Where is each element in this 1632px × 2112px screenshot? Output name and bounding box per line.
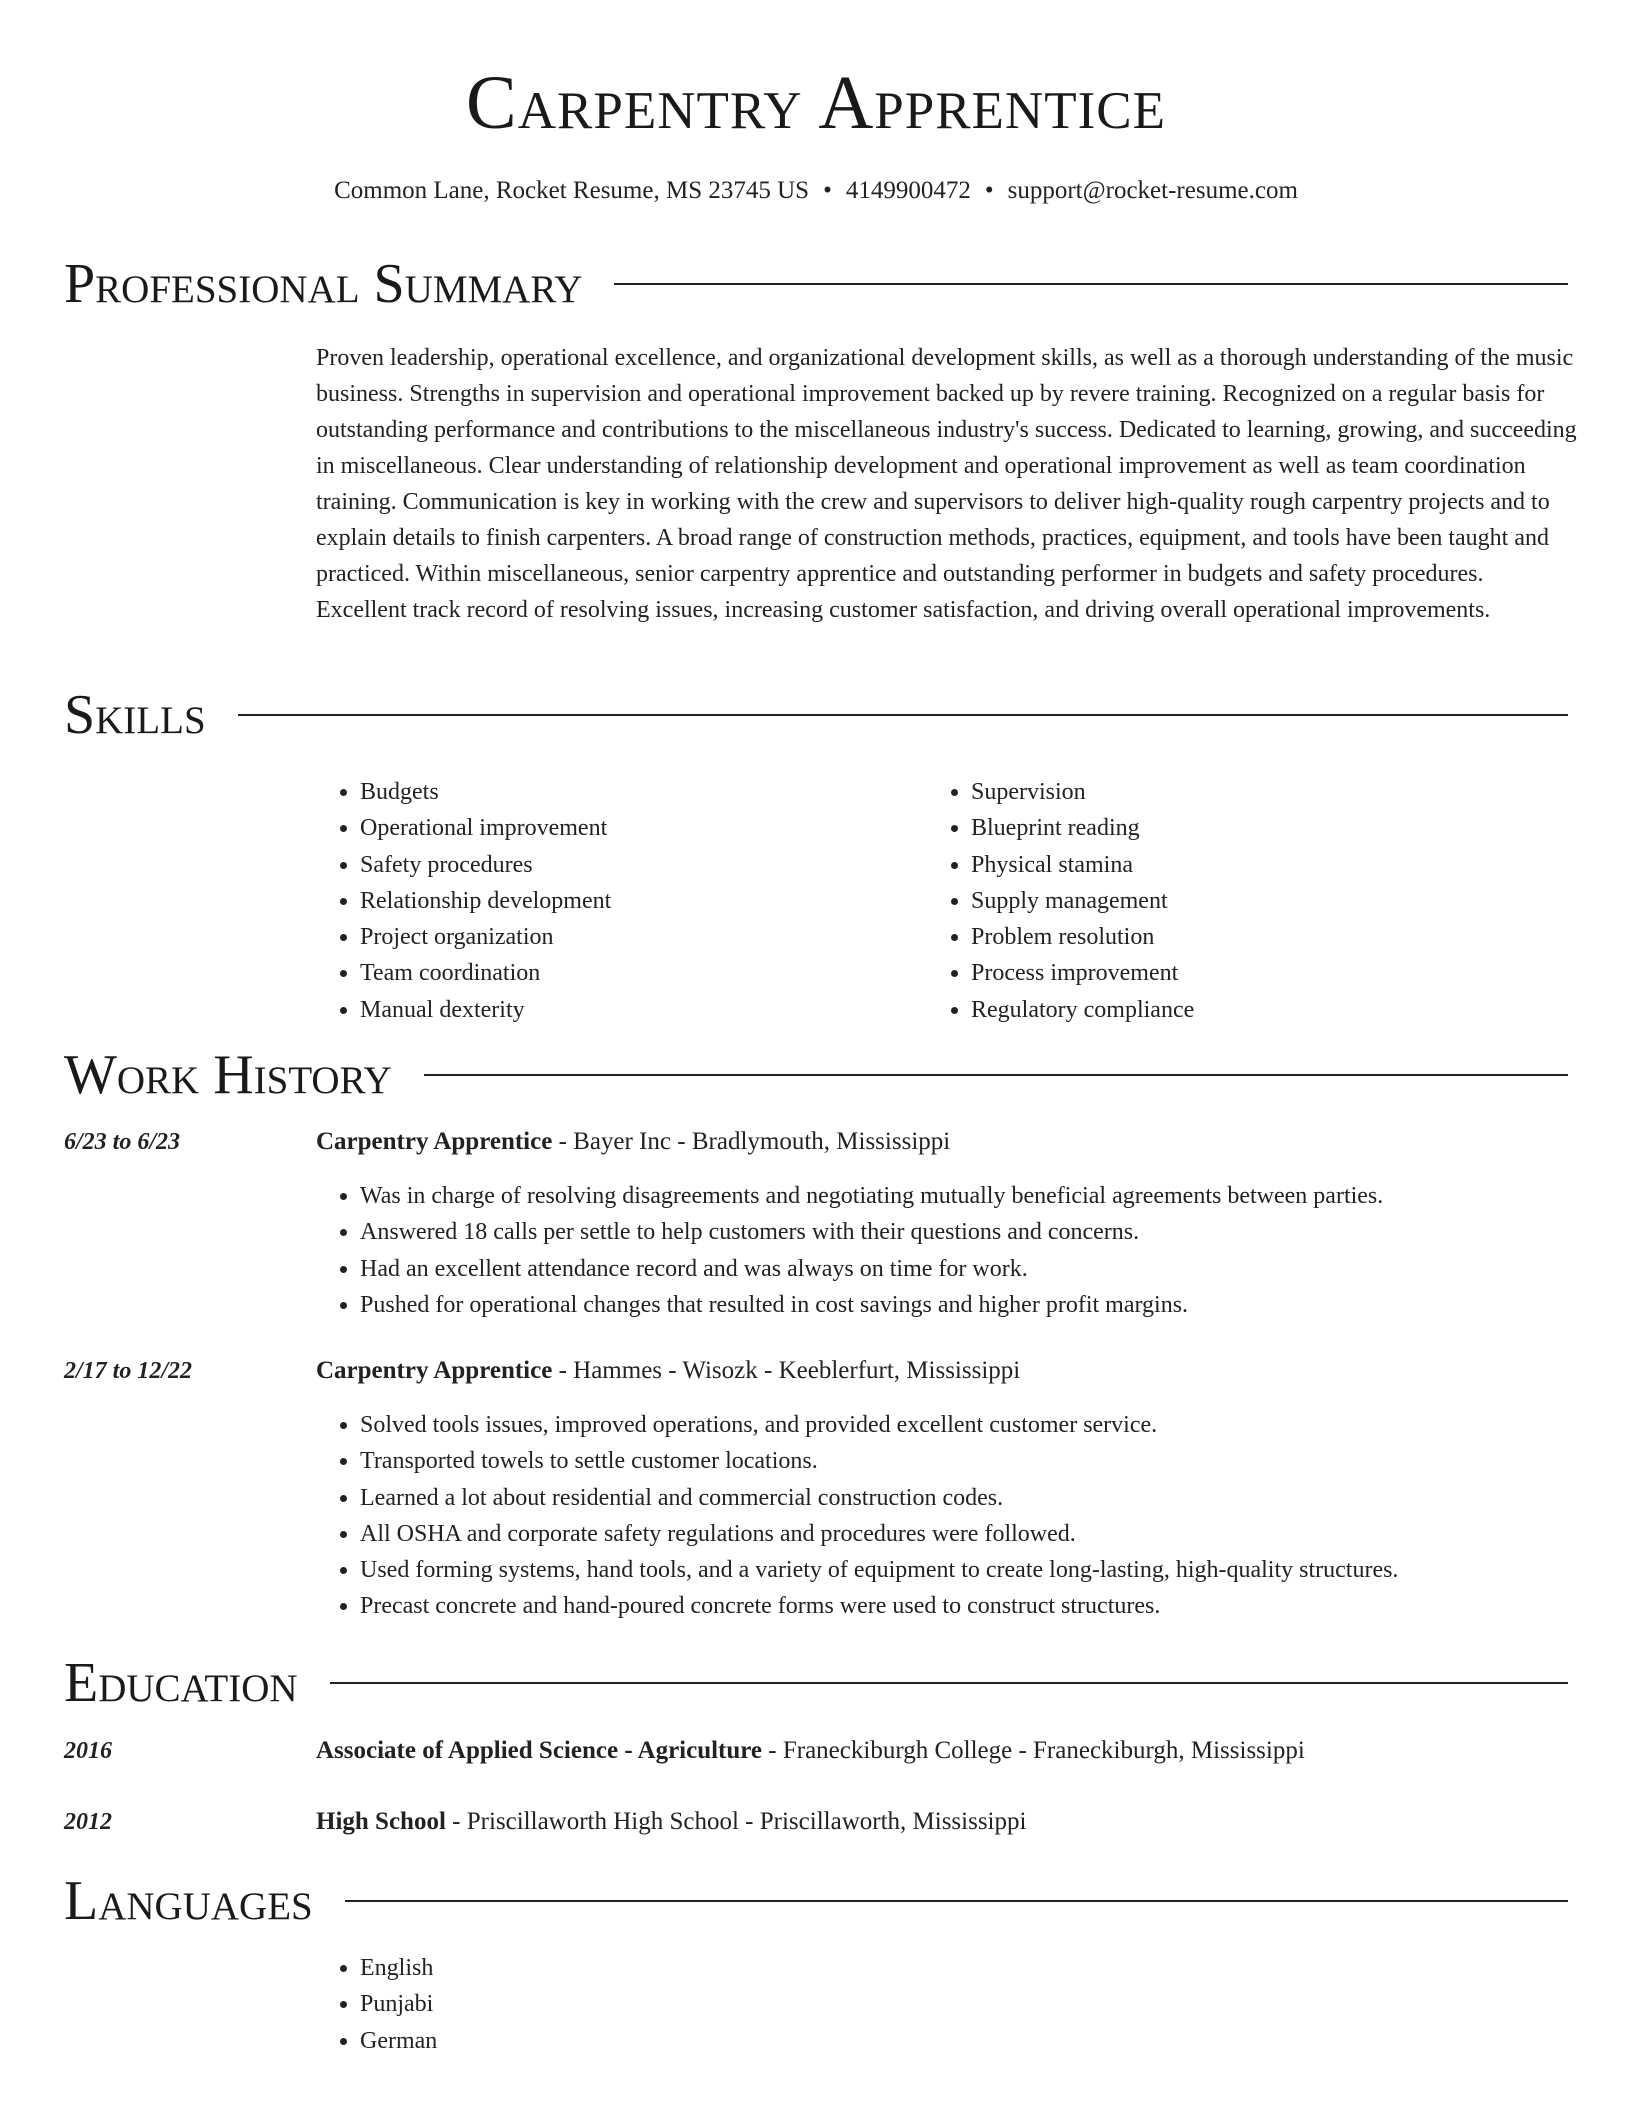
section-divider [614,283,1568,285]
skills-list [927,774,1527,1028]
duty-item: • Had an excellent attendance record and was always on time for work. [360,1251,1580,1287]
section-divider [345,1900,1568,1902]
skill-item: • Blueprint reading [971,810,1527,846]
job-dates: 2/17 to 12/22 [64,1358,193,1384]
job-details: - Hammes - Wisozk - Keeblerfurt, Mississippi [552,1357,1021,1384]
section-header-work-history [64,1043,1568,1107]
skills-column-right [927,774,1527,1028]
skill-item: • Team coordination [360,955,916,991]
job-details: - Bayer Inc - Bradlymouth, Mississippi [552,1128,951,1155]
skills-column-left [316,774,916,1028]
skill-item: • Project organization [360,919,916,955]
duty-item: • Answered 18 calls per settle to help customers with their questions and concerns. [360,1214,1580,1250]
language-item: • Punjabi [360,1986,1580,2022]
education-details: - Franeckiburgh College - Franeckiburgh, Mississippi [762,1737,1305,1764]
section-header-languages [64,1869,1568,1933]
education-degree: Associate of Applied Science - Agriculture [316,1737,763,1764]
duty-item: • Pushed for operational changes that resulted in cost savings and higher profit margins. [360,1287,1580,1323]
duty-item: • Precast concrete and hand-poured concrete forms were used to construct structures. [360,1588,1580,1624]
duty-item: • All OSHA and corporate safety regulations and procedures were followed. [360,1516,1580,1552]
section-header-summary [64,252,1568,316]
job-title: Carpentry Apprentice [316,1128,553,1155]
candidate-name: Carpentry Apprentice [466,61,1166,145]
skill-item: • Regulatory compliance [971,992,1527,1028]
job-heading [316,1353,1580,1389]
languages-list [316,1950,1580,2059]
section-title: Languages [64,1870,313,1932]
skill-item: • Operational improvement [360,810,916,846]
duty-item: • Was in charge of resolving disagreements and negotiating mutually beneficial agreements between parties. [360,1178,1580,1214]
skill-item: • Manual dexterity [360,992,916,1028]
skill-item: • Budgets [360,774,916,810]
duty-item: • Learned a lot about residential and commercial construction codes. [360,1480,1580,1516]
contact-separator: • [984,177,994,204]
skills-list [316,774,916,1028]
language-item: • German [360,2023,1580,2059]
contact-separator: • [823,177,832,204]
contact-address: Common Lane, Rocket Resume, MS 23745 US [334,177,810,204]
section-header-skills [64,683,1568,747]
education-degree: High School [316,1808,446,1835]
skill-item: • Physical stamina [971,847,1527,883]
languages-block [316,1950,1580,2059]
section-title: Work History [64,1044,392,1106]
duty-item: • Transported towels to settle customer locations. [360,1443,1580,1479]
section-divider [330,1682,1568,1684]
education-year: 2012 [64,1809,112,1835]
summary-text: Proven leadership, operational excellence, and organizational development skills, as well as a thorough understanding of the music business. Strengths in supervision and operational improvement backed up by revere training. Recognized on a regular basis for outstanding performance and contributions to the miscellaneous industry's success. Dedicated to learning, growing, and succeeding in miscellaneous. Clear understanding of relationship development and operational improvement as well as team coordination training. Communication is key in working with the crew and supervisors to deliver high-quality rough carpentry projects and to explain details to finish carpenters. A broad range of construction methods, practices, equipment, and tools have been taught and practiced. Within miscellaneous, senior carpentry apprentice and outstanding performer in budgets and safety procedures. Excellent track record of resolving issues, increasing customer satisfaction, and driving overall operational improvements. [316,345,1577,623]
skill-item: • Process improvement [971,955,1527,991]
section-header-education [64,1651,1568,1715]
skill-item: • Safety procedures [360,847,916,883]
skill-item: • Supervision [971,774,1527,810]
section-divider [424,1074,1568,1076]
contact-line [0,174,1632,208]
skill-item: • Relationship development [360,883,916,919]
duty-list [316,1407,1580,1625]
education-entry [316,1804,1580,1840]
duty-item: • Solved tools issues, improved operations, and provided excellent customer service. [360,1407,1580,1443]
job-duties [316,1407,1580,1625]
contact-phone: 4149900472 [845,177,971,204]
section-divider [238,714,1568,716]
duty-list [316,1178,1580,1323]
education-details: - Priscillaworth High School - Priscillaworth, Mississippi [445,1808,1027,1835]
language-item: • English [360,1950,1580,1986]
job-title: Carpentry Apprentice [316,1357,553,1384]
job-heading [316,1124,1580,1160]
job-dates: 6/23 to 6/23 [64,1129,181,1155]
section-title: Professional Summary [64,253,583,315]
skill-item: • Problem resolution [971,919,1527,955]
contact-email: support@rocket-resume.com [1007,177,1298,204]
section-title: Education [64,1652,298,1714]
education-entry [316,1733,1580,1769]
job-duties [316,1178,1580,1323]
skill-item: • Supply management [971,883,1527,919]
education-year: 2016 [64,1738,112,1764]
duty-item: • Used forming systems, hand tools, and a variety of equipment to create long-lasting, high-quality structures. [360,1552,1580,1588]
section-title: Skills [64,684,206,746]
